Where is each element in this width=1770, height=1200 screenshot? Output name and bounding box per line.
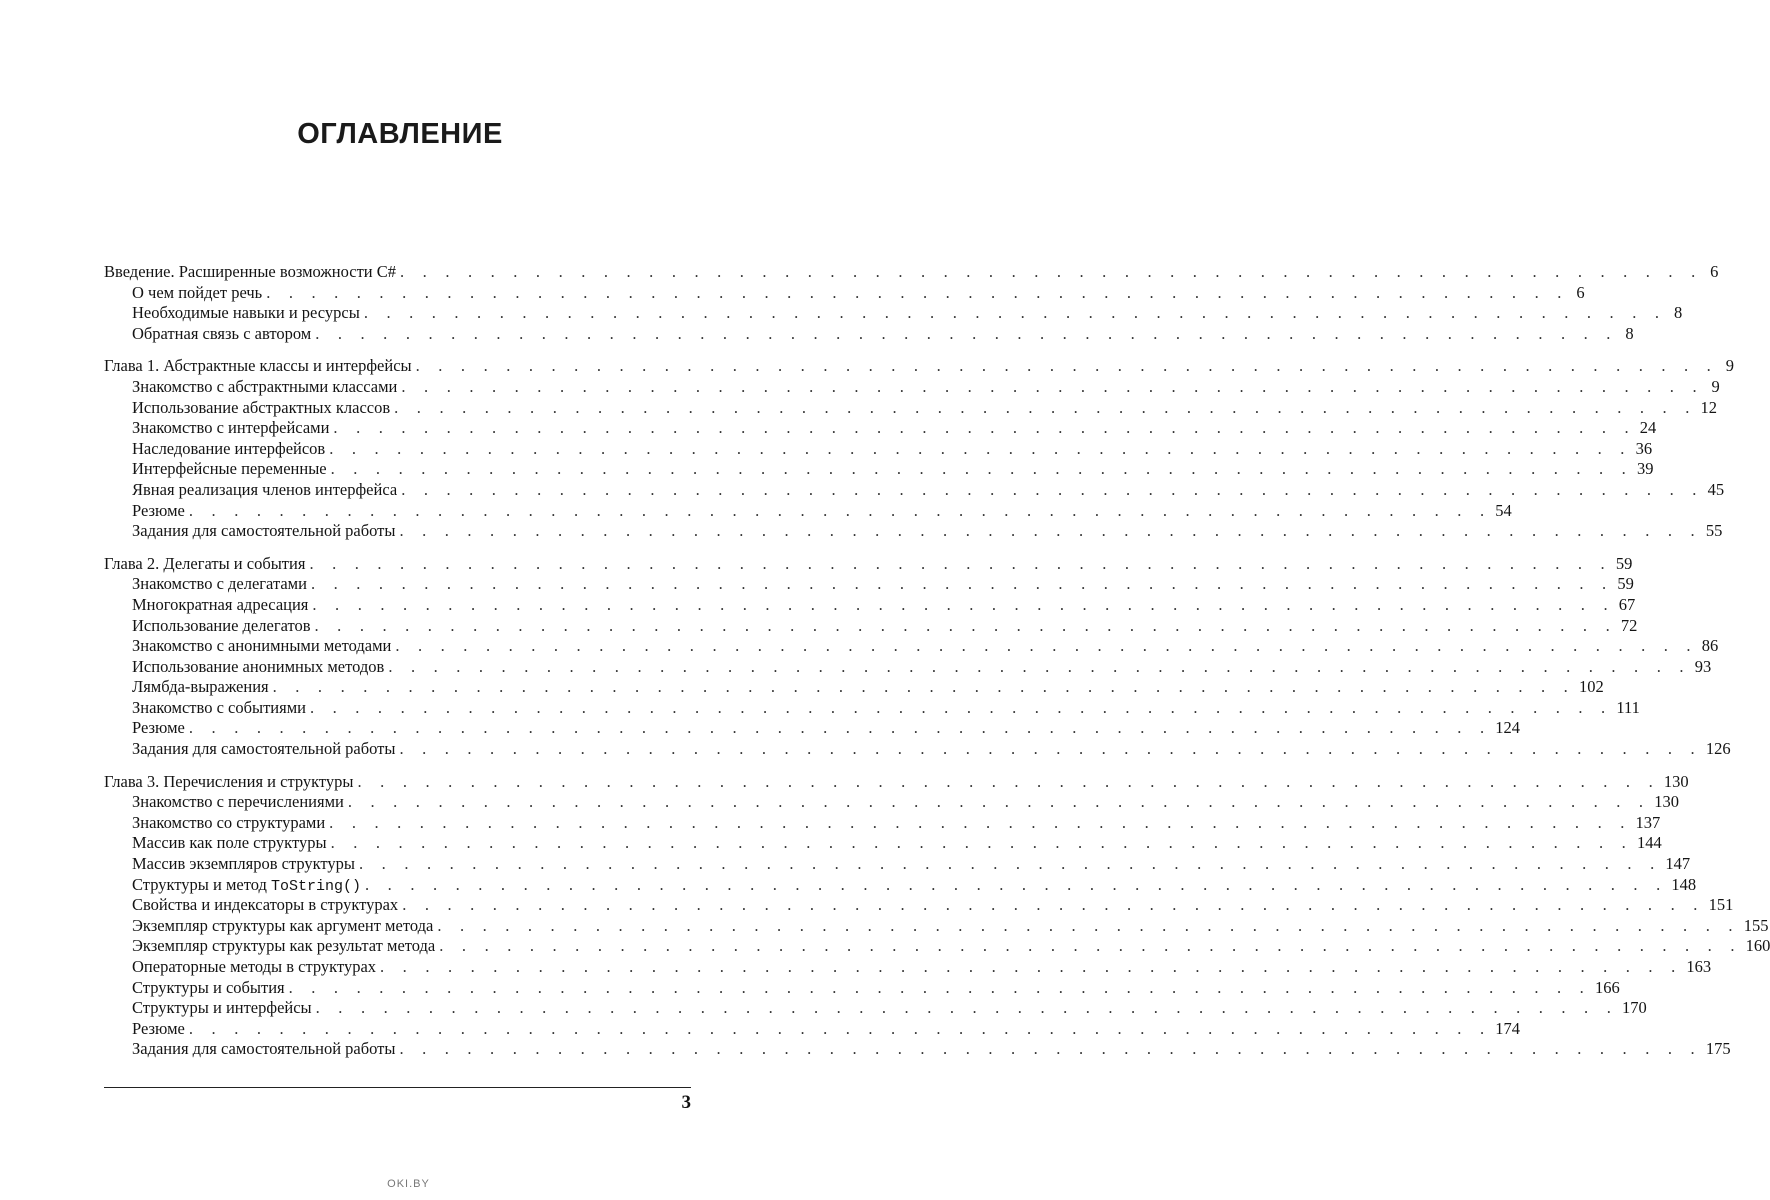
page-title: ОГЛАВЛЕНИЕ bbox=[297, 118, 503, 150]
toc-entry-title bbox=[132, 1019, 189, 1040]
toc-title-text: Необходимые навыки и ресурсы bbox=[132, 303, 360, 323]
toc-page-number: 174 bbox=[1495, 1018, 1521, 1038]
toc-entry-title bbox=[132, 875, 365, 898]
dot-leader: . . . . . . . . . . . . . . . . . . . . . . . . . . . . . . . . . . . . . . . . . . . . . . . . . . . . . . . . . . bbox=[402, 895, 1705, 915]
dot-leader: . . . . . . . . . . . . . . . . . . . . . . . . . . . . . . . . . . . . . . . . . . . . . . . . . . . . . . . . . . bbox=[401, 479, 1704, 499]
toc-chapter[interactable] bbox=[104, 262, 1719, 283]
dot-leader: . . . . . . . . . . . . . . . . . . . . . . . . . . . . . . . . . . . . . . . . . . . . . . . . . . . . . . . . . . bbox=[188, 1018, 1492, 1038]
toc-title-text: Интерфейсные переменные bbox=[132, 459, 327, 479]
toc-entry-title bbox=[132, 501, 189, 522]
toc-chapter[interactable] bbox=[104, 553, 1633, 575]
toc-title-text: Обратная связь с автором bbox=[132, 323, 312, 343]
dot-leader: . . . . . . . . . . . . . . . . . . . . . . . . . . . . . . . . . . . . . . . . . . . . . . . . . . . . . . . . . . bbox=[399, 521, 1702, 541]
toc-page-number: 54 bbox=[1495, 500, 1512, 520]
toc-page-number: 147 bbox=[1665, 854, 1691, 874]
toc-title-text: Явная реализация членов интерфейса bbox=[132, 479, 398, 499]
watermark: OKI.BY bbox=[387, 1178, 430, 1190]
toc-title-text: Экземпляр структуры как аргумент метода bbox=[132, 915, 434, 935]
toc-page-number: 148 bbox=[1671, 874, 1697, 894]
toc-title-text: Использование абстрактных классов bbox=[132, 397, 391, 417]
toc-title-text: Введение. Расширенные возможности C# bbox=[104, 262, 397, 281]
toc-title-text: Массив экземпляров структуры bbox=[132, 854, 356, 874]
toc-entry-title bbox=[132, 833, 331, 854]
toc-title-text: Использование анонимных методов bbox=[132, 656, 385, 676]
toc-entry-title bbox=[132, 854, 359, 875]
toc-entry[interactable] bbox=[104, 854, 1691, 875]
toc-page-number: 55 bbox=[1705, 521, 1723, 541]
dot-leader: . . . . . . . . . . . . . . . . . . . . . . . . . . . . . . . . . . . . . . . . . . . . . . . . . . . . . . . . . . bbox=[365, 874, 1668, 894]
toc-title-text: Наследование интерфейсов bbox=[132, 438, 326, 458]
toc-title-text: Использование делегатов bbox=[132, 615, 311, 635]
toc-entry-title bbox=[132, 739, 399, 760]
toc-page-number: 160 bbox=[1745, 936, 1770, 956]
toc-entry[interactable] bbox=[104, 397, 1718, 419]
toc-chapter[interactable] bbox=[104, 771, 1689, 793]
toc-entry[interactable] bbox=[104, 957, 1712, 978]
toc-title-text: Операторные методы в структурах bbox=[132, 957, 377, 976]
toc-section bbox=[104, 356, 1734, 541]
toc-title-text: Знакомство с событиями bbox=[132, 697, 306, 717]
toc-page-number: 9 bbox=[1711, 376, 1720, 396]
toc-chapter-title bbox=[104, 554, 309, 575]
toc-title-text: Задания для самостоятельной работы bbox=[132, 521, 396, 541]
page-number: 3 bbox=[681, 1092, 691, 1113]
toc-entry[interactable] bbox=[104, 656, 1712, 678]
dot-leader: . . . . . . . . . . . . . . . . . . . . . . . . . . . . . . . . . . . . . . . . . . . . . . . . . . . . . . . . . . bbox=[330, 459, 1633, 479]
toc-title-text: Знакомство с перечислениями bbox=[132, 792, 344, 812]
dot-leader: . . . . . . . . . . . . . . . . . . . . . . . . . . . . . . . . . . . . . . . . . . . . . . . . . . . . . . . . . . bbox=[266, 282, 1569, 302]
toc-title-text: Свойства и индексаторы в структурах bbox=[132, 895, 399, 915]
toc-entry-title bbox=[132, 978, 289, 999]
toc-page-number: 144 bbox=[1636, 833, 1662, 853]
toc-title-text: Глава 2. Делегаты и события bbox=[104, 553, 306, 573]
toc-title-text: Многократная адресация bbox=[132, 594, 309, 614]
toc-entry[interactable] bbox=[104, 594, 1636, 616]
toc-page-number: 130 bbox=[1663, 771, 1689, 791]
toc-title-text: Лямбда-выражения bbox=[132, 677, 269, 697]
toc-entry-title bbox=[132, 998, 316, 1019]
toc-chapter[interactable] bbox=[104, 356, 1734, 377]
toc-title-text: Структуры и интерфейсы bbox=[132, 998, 312, 1018]
toc-entry[interactable] bbox=[104, 574, 1634, 595]
toc-entry[interactable] bbox=[104, 438, 1653, 460]
toc-entry-title bbox=[132, 595, 312, 616]
dot-leader: . . . . . . . . . . . . . . . . . . . . . . . . . . . . . . . . . . . . . . . . . . . . . . . . . . . . . . . . . . bbox=[329, 438, 1632, 458]
toc-title-text: Резюме bbox=[132, 1018, 185, 1038]
toc-page-number: 170 bbox=[1622, 998, 1647, 1018]
toc-page-number: 39 bbox=[1637, 459, 1654, 479]
toc-chapter-title bbox=[104, 356, 416, 377]
toc-title-text: О чем пойдет речь bbox=[132, 282, 263, 302]
toc-entry[interactable] bbox=[104, 874, 1697, 896]
toc-page-number: 124 bbox=[1495, 718, 1521, 738]
toc-page-number: 175 bbox=[1705, 1039, 1731, 1059]
dot-leader: . . . . . . . . . . . . . . . . . . . . . . . . . . . . . . . . . . . . . . . . . . . . . . . . . . . . . . . . . . bbox=[437, 915, 1740, 935]
toc-entry[interactable] bbox=[104, 977, 1620, 999]
toc-section bbox=[104, 553, 1731, 760]
footer-divider bbox=[104, 1087, 691, 1088]
toc-section bbox=[104, 771, 1770, 1060]
dot-leader: . . . . . . . . . . . . . . . . . . . . . . . . . . . . . . . . . . . . . . . . . . . . . . . . . . . . . . . . . . bbox=[357, 771, 1660, 791]
dot-leader: . . . . . . . . . . . . . . . . . . . . . . . . . . . . . . . . . . . . . . . . . . . . . . . . . . . . . . . . . . bbox=[359, 854, 1662, 874]
toc-entry-title bbox=[132, 521, 399, 542]
toc-entry-title bbox=[132, 813, 329, 834]
toc-entry[interactable] bbox=[104, 323, 1634, 345]
dot-leader: . . . . . . . . . . . . . . . . . . . . . . . . . . . . . . . . . . . . . . . . . . . . . . . . . . . . . . . . . . bbox=[329, 812, 1632, 832]
toc-chapter-title bbox=[104, 772, 358, 793]
toc-entry-title bbox=[132, 398, 394, 419]
toc-entry[interactable] bbox=[104, 1039, 1731, 1060]
toc-title-text: Задания для самостоятельной работы bbox=[132, 739, 396, 759]
toc-section bbox=[104, 262, 1719, 344]
dot-leader: . . . . . . . . . . . . . . . . . . . . . . . . . . . . . . . . . . . . . . . . . . . . . . . . . . . . . . . . . . bbox=[288, 977, 1591, 997]
toc-title-text: Структуры и события bbox=[132, 977, 285, 997]
dot-leader: . . . . . . . . . . . . . . . . . . . . . . . . . . . . . . . . . . . . . . . . . . . . . . . . . . . . . . . . . . bbox=[399, 739, 1702, 759]
toc-entry-title bbox=[132, 698, 310, 719]
toc-title-text: Структуры и метод bbox=[132, 874, 271, 894]
toc-entry[interactable] bbox=[104, 792, 1679, 813]
toc-entry-title bbox=[132, 657, 388, 678]
toc-page-number: 166 bbox=[1595, 977, 1620, 997]
dot-leader: . . . . . . . . . . . . . . . . . . . . . . . . . . . . . . . . . . . . . . . . . . . . . . . . . . . . . . . . . . bbox=[415, 356, 1718, 376]
toc-entry-title bbox=[132, 677, 273, 698]
dot-leader: . . . . . . . . . . . . . . . . . . . . . . . . . . . . . . . . . . . . . . . . . . . . . . . . . . . . . . . . . . bbox=[315, 998, 1619, 1018]
toc-title-code: ToString() bbox=[271, 877, 362, 895]
toc-page-number: 6 bbox=[1710, 262, 1719, 281]
toc-title-text: Глава 1. Абстрактные классы и интерфейсы bbox=[104, 356, 412, 376]
dot-leader: . . . . . . . . . . . . . . . . . . . . . . . . . . . . . . . . . . . . . . . . . . . . . . . . . . . . . . . . . . bbox=[380, 957, 1683, 976]
toc-title-text: Знакомство с анонимными методами bbox=[132, 636, 392, 656]
dot-leader: . . . . . . . . . . . . . . . . . . . . . . . . . . . . . . . . . . . . . . . . . . . . . . . . . . . . . . . . . . bbox=[309, 697, 1613, 717]
toc-title-text: Глава 3. Перечисления и структуры bbox=[104, 771, 354, 791]
toc-entry[interactable] bbox=[104, 521, 1723, 542]
dot-leader: . . . . . . . . . . . . . . . . . . . . . . . . . . . . . . . . . . . . . . . . . . . . . . . . . . . . . . . . . . bbox=[330, 833, 1633, 853]
dot-leader: . . . . . . . . . . . . . . . . . . . . . . . . . . . . . . . . . . . . . . . . . . . . . . . . . . . . . . . . . . bbox=[394, 397, 1697, 417]
toc-entry-title bbox=[132, 574, 311, 595]
dot-leader: . . . . . . . . . . . . . . . . . . . . . . . . . . . . . . . . . . . . . . . . . . . . . . . . . . . . . . . . . . bbox=[395, 636, 1698, 656]
toc-entry-title bbox=[132, 895, 402, 916]
toc-entry-title bbox=[132, 418, 333, 439]
toc-entry-title bbox=[132, 439, 329, 460]
toc-page-number: 45 bbox=[1707, 479, 1725, 499]
toc-title-text: Резюме bbox=[132, 500, 185, 520]
toc-entry-title bbox=[132, 957, 380, 978]
dot-leader: . . . . . . . . . . . . . . . . . . . . . . . . . . . . . . . . . . . . . . . . . . . . . . . . . . . . . . . . . . bbox=[312, 594, 1615, 614]
dot-leader: . . . . . . . . . . . . . . . . . . . . . . . . . . . . . . . . . . . . . . . . . . . . . . . . . . . . . . . . . . bbox=[439, 936, 1742, 956]
toc-page-number: 102 bbox=[1579, 677, 1604, 697]
toc-entry-title bbox=[132, 1039, 399, 1060]
dot-leader: . . . . . . . . . . . . . . . . . . . . . . . . . . . . . . . . . . . . . . . . . . . . . . . . . . . . . . . . . . bbox=[401, 376, 1704, 396]
dot-leader: . . . . . . . . . . . . . . . . . . . . . . . . . . . . . . . . . . . . . . . . . . . . . . . . . . . . . . . . . . bbox=[309, 553, 1612, 573]
toc-entry[interactable] bbox=[104, 812, 1661, 834]
toc-title-text: Знакомство с абстрактными классами bbox=[132, 376, 398, 396]
toc-chapter-title bbox=[104, 262, 400, 283]
toc-page-number: 137 bbox=[1635, 812, 1661, 832]
toc-title-text: Массив как поле структуры bbox=[132, 833, 327, 853]
toc-page-number: 130 bbox=[1654, 792, 1679, 812]
toc-page-number: 155 bbox=[1743, 915, 1769, 935]
toc-page-number: 36 bbox=[1635, 438, 1653, 458]
toc-entry[interactable] bbox=[104, 998, 1647, 1019]
toc-entry-title bbox=[132, 459, 331, 480]
toc-page-number: 59 bbox=[1615, 553, 1633, 573]
toc-entry-title bbox=[132, 616, 315, 637]
dot-leader: . . . . . . . . . . . . . . . . . . . . . . . . . . . . . . . . . . . . . . . . . . . . . . . . . . . . . . . . . . bbox=[310, 574, 1614, 594]
toc-entry[interactable] bbox=[104, 718, 1521, 739]
table-of-contents bbox=[104, 262, 1770, 1072]
toc-entry[interactable] bbox=[104, 376, 1720, 398]
toc-entry[interactable] bbox=[104, 1018, 1521, 1040]
toc-entry[interactable] bbox=[104, 915, 1769, 937]
toc-page-number: 151 bbox=[1708, 895, 1734, 915]
dot-leader: . . . . . . . . . . . . . . . . . . . . . . . . . . . . . . . . . . . . . . . . . . . . . . . . . . . . . . . . . . bbox=[188, 718, 1492, 738]
toc-entry-title bbox=[132, 718, 189, 739]
toc-page-number: 86 bbox=[1701, 636, 1719, 656]
toc-page-number: 126 bbox=[1705, 739, 1731, 759]
toc-entry[interactable] bbox=[104, 479, 1725, 501]
toc-entry-title bbox=[132, 377, 401, 398]
toc-page-number: 59 bbox=[1617, 574, 1634, 594]
toc-entry-title bbox=[132, 324, 315, 345]
toc-entry[interactable] bbox=[104, 282, 1585, 304]
toc-entry-title bbox=[132, 303, 364, 324]
toc-page-number: 72 bbox=[1620, 615, 1638, 635]
toc-page-number: 9 bbox=[1725, 356, 1734, 376]
toc-entry[interactable] bbox=[104, 636, 1719, 657]
toc-title-text: Экземпляр структуры как результат метода bbox=[132, 936, 436, 956]
toc-page-number: 6 bbox=[1576, 282, 1585, 302]
toc-entry-title bbox=[132, 936, 439, 957]
toc-entry-title bbox=[132, 480, 401, 501]
toc-title-text: Знакомство с интерфейсами bbox=[132, 418, 330, 438]
toc-entry-title bbox=[132, 916, 437, 937]
toc-entry[interactable] bbox=[104, 418, 1657, 439]
toc-entry-title bbox=[132, 636, 395, 657]
toc-entry[interactable] bbox=[104, 615, 1638, 637]
dot-leader: . . . . . . . . . . . . . . . . . . . . . . . . . . . . . . . . . . . . . . . . . . . . . . . . . . . . . . . . . . bbox=[272, 677, 1575, 697]
toc-entry[interactable] bbox=[104, 697, 1640, 719]
toc-page-number: 67 bbox=[1618, 594, 1636, 614]
toc-entry[interactable] bbox=[104, 677, 1604, 698]
toc-entry[interactable] bbox=[104, 936, 1770, 957]
dot-leader: . . . . . . . . . . . . . . . . . . . . . . . . . . . . . . . . . . . . . . . . . . . . . . . . . . . . . . . . . . bbox=[363, 303, 1667, 323]
toc-entry[interactable] bbox=[104, 459, 1654, 480]
toc-entry-title bbox=[132, 792, 348, 813]
dot-leader: . . . . . . . . . . . . . . . . . . . . . . . . . . . . . . . . . . . . . . . . . . . . . . . . . . . . . . . . . . bbox=[314, 615, 1617, 635]
toc-page-number: 24 bbox=[1639, 418, 1657, 438]
toc-title-text: Резюме bbox=[132, 718, 185, 738]
dot-leader: . . . . . . . . . . . . . . . . . . . . . . . . . . . . . . . . . . . . . . . . . . . . . . . . . . . . . . . . . . bbox=[188, 500, 1492, 520]
toc-page-number: 111 bbox=[1616, 697, 1640, 717]
toc-page-number: 8 bbox=[1625, 323, 1634, 343]
dot-leader: . . . . . . . . . . . . . . . . . . . . . . . . . . . . . . . . . . . . . . . . . . . . . . . . . . . . . . . . . . bbox=[315, 323, 1618, 343]
toc-page-number: 163 bbox=[1686, 957, 1712, 976]
dot-leader: . . . . . . . . . . . . . . . . . . . . . . . . . . . . . . . . . . . . . . . . . . . . . . . . . . . . . . . . . . bbox=[399, 1039, 1702, 1059]
toc-title-text: Знакомство с делегатами bbox=[132, 574, 307, 594]
dot-leader: . . . . . . . . . . . . . . . . . . . . . . . . . . . . . . . . . . . . . . . . . . . . . . . . . . . . . . . . . . bbox=[333, 418, 1636, 438]
toc-title-text: Знакомство со структурами bbox=[132, 812, 326, 832]
dot-leader: . . . . . . . . . . . . . . . . . . . . . . . . . . . . . . . . . . . . . . . . . . . . . . . . . . . . . . . . . . bbox=[347, 792, 1651, 812]
toc-entry-title bbox=[132, 283, 266, 304]
toc-page-number: 8 bbox=[1673, 303, 1683, 323]
dot-leader: . . . . . . . . . . . . . . . . . . . . . . . . . . . . . . . . . . . . . . . . . . . . . . . . . . . . . . . . . . bbox=[388, 656, 1691, 676]
toc-title-text: Задания для самостоятельной работы bbox=[132, 1039, 396, 1059]
toc-page-number: 93 bbox=[1694, 656, 1712, 676]
toc-entry[interactable] bbox=[104, 739, 1731, 760]
toc-entry[interactable] bbox=[104, 500, 1512, 522]
toc-entry[interactable] bbox=[104, 303, 1683, 324]
toc-entry[interactable] bbox=[104, 895, 1734, 916]
toc-entry[interactable] bbox=[104, 833, 1662, 854]
dot-leader: . . . . . . . . . . . . . . . . . . . . . . . . . . . . . . . . . . . . . . . . . . . . . . . . . . . . . . . . . . bbox=[400, 262, 1703, 281]
toc-page-number: 12 bbox=[1700, 397, 1718, 417]
